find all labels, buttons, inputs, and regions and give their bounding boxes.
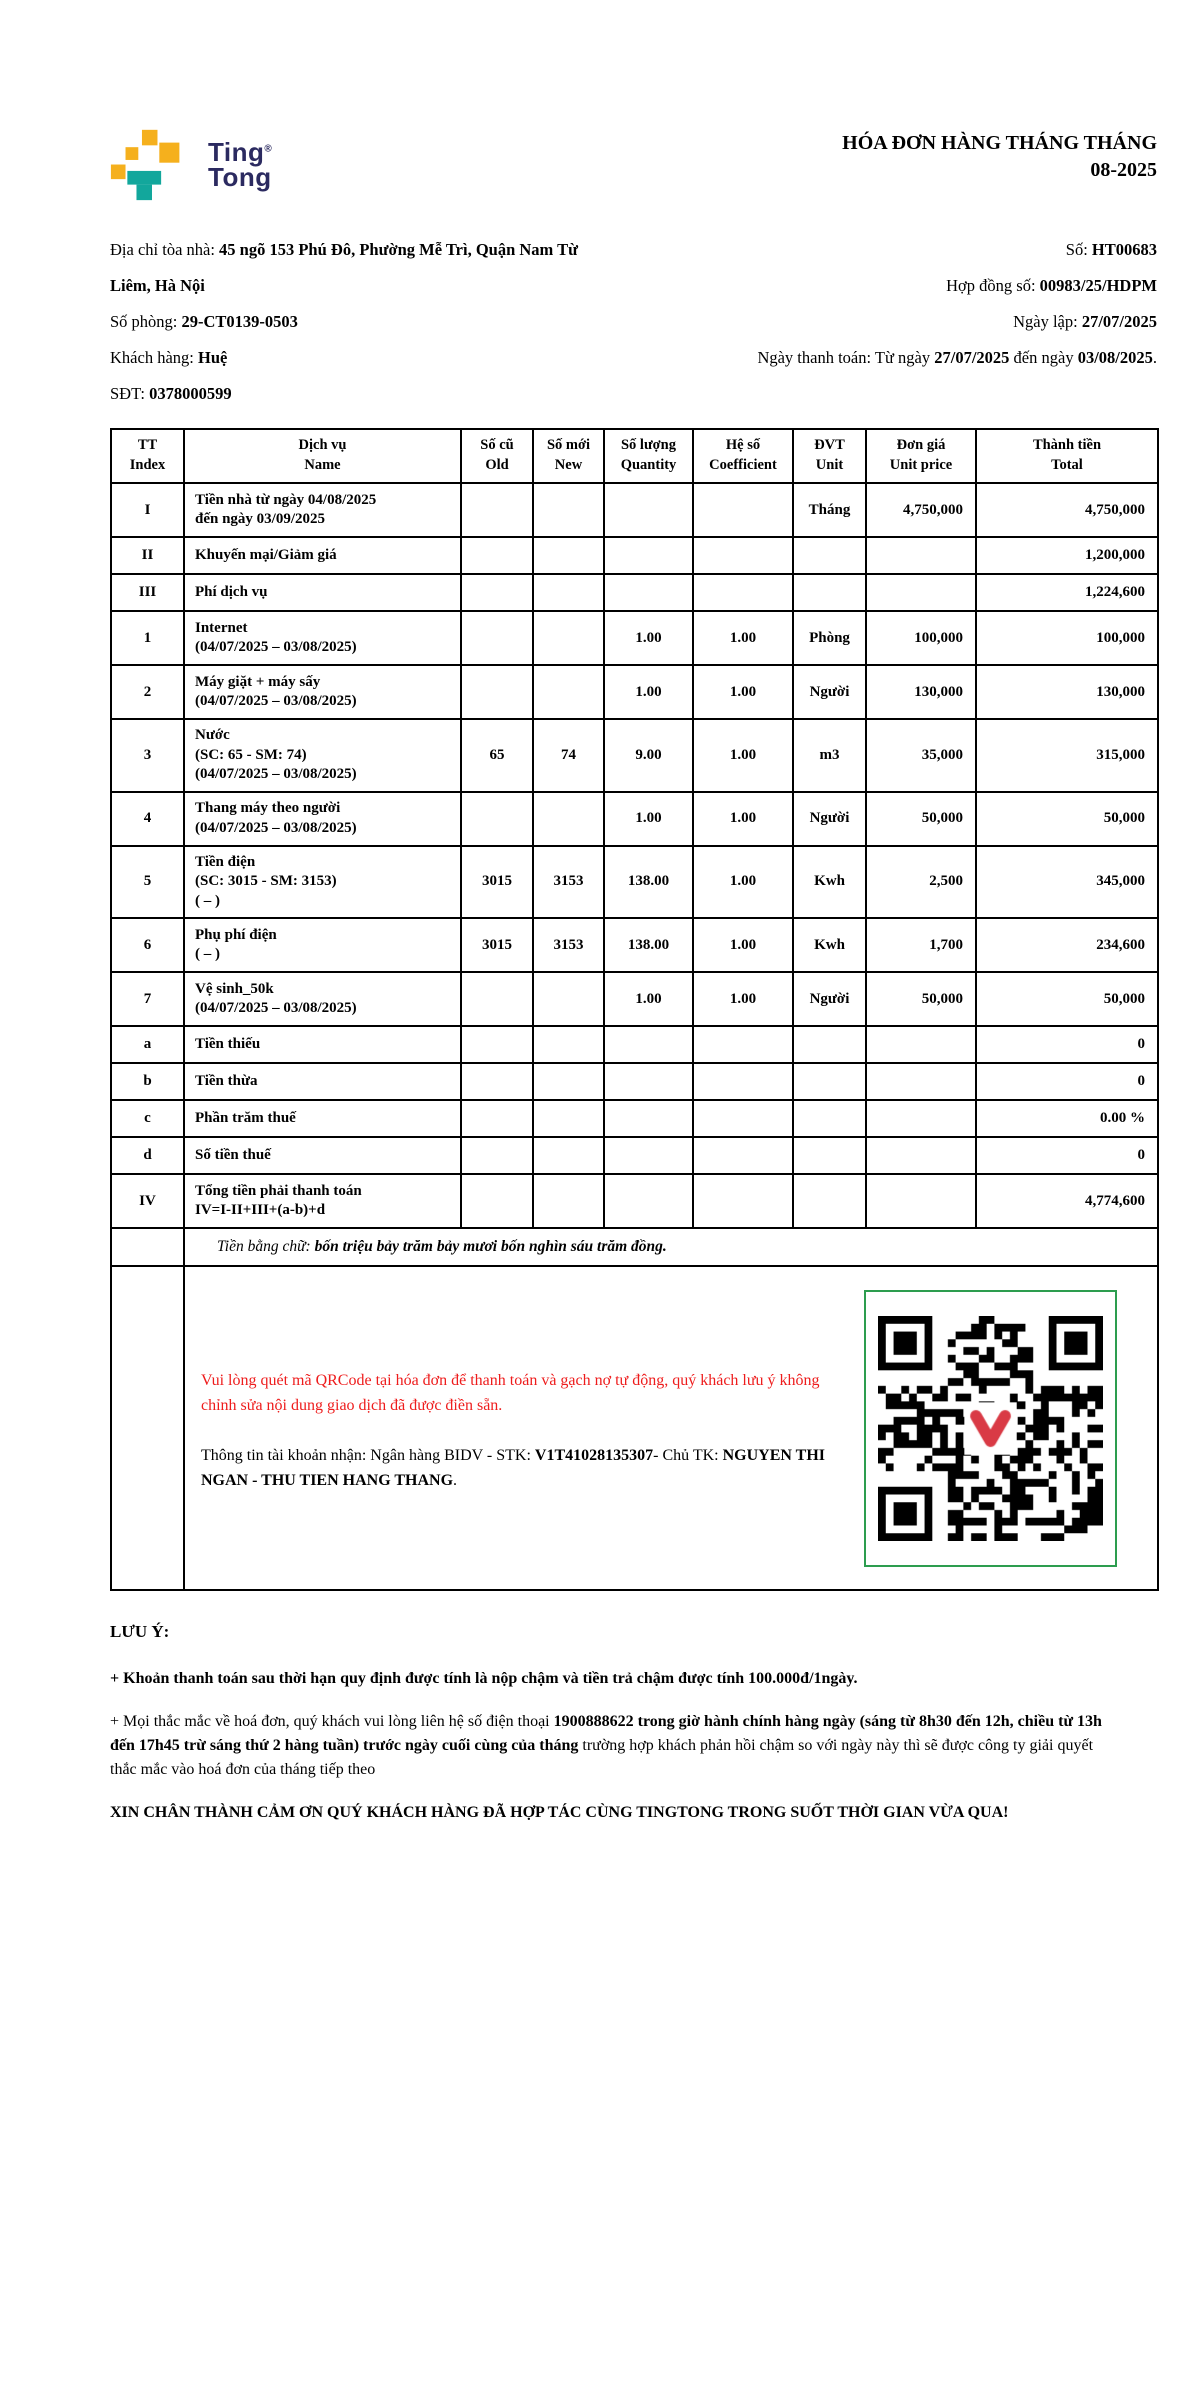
cell-old [461,483,533,537]
table-row [111,665,1158,719]
cell-new: 74 [533,719,604,792]
cell-total: 4,774,600 [976,1174,1158,1228]
cell-service-name: Số tiền thuế [184,1137,461,1174]
amount-in-words-label: Tiền bằng chữ: [217,1238,315,1255]
table-header-row [111,429,1158,483]
cell-unit: Kwh [793,918,866,972]
cell-service-name: Tiền thiếu [184,1026,461,1063]
cell-coefficient [693,537,793,574]
cell-unit-price: 130,000 [866,665,976,719]
qr-code-box [864,1290,1117,1567]
cell-service-name: Phần trăm thuế [184,1100,461,1137]
cell-service-name: Tổng tiền phải thanh toán IV=I-II+III+(a-b)+d [184,1174,461,1228]
cell-service-name: Phụ phí điện ( – ) [184,918,461,972]
table-row [111,918,1158,972]
amount-in-words-value: bốn triệu bảy trăm bảy mươi bốn nghìn sáu trăm đồng. [314,1238,667,1255]
cell-old [461,1100,533,1137]
cell-new [533,1100,604,1137]
cell-unit: Người [793,792,866,846]
cell-index: 2 [111,665,184,719]
table-row [111,1137,1158,1174]
cell-new [533,972,604,1026]
cell-coefficient: 1.00 [693,611,793,665]
cell-coefficient: 1.00 [693,665,793,719]
cell-unit [793,1137,866,1174]
cell-service-name: Tiền nhà từ ngày 04/08/2025 đến ngày 03/09/2025 [184,483,461,537]
tingtong-logo-icon [110,128,194,212]
cell-unit-price [866,537,976,574]
cell-unit-price: 1,700 [866,918,976,972]
cell-unit [793,1026,866,1063]
cell-total: 4,750,000 [976,483,1158,537]
cell-unit-price: 50,000 [866,972,976,1026]
cell-total: 1,200,000 [976,537,1158,574]
info-line: Ngày lập: 27/07/2025 [1013,312,1157,331]
cell-unit-price [866,574,976,611]
cell-unit [793,1174,866,1228]
table-row [111,1026,1158,1063]
cell-new [533,1063,604,1100]
amount-in-words-row [111,1228,1158,1266]
cell-total: 1,224,600 [976,574,1158,611]
cell-new: 3153 [533,846,604,919]
cell-quantity: 138.00 [604,846,693,919]
cell-quantity [604,483,693,537]
table-body [111,483,1158,1228]
cell-new [533,1026,604,1063]
cell-index: I [111,483,184,537]
cell-old [461,1026,533,1063]
column-header: Hệ số Coefficient [693,429,793,483]
cell-unit-price: 4,750,000 [866,483,976,537]
info-right [590,232,1157,412]
cell-new [533,1137,604,1174]
table-row [111,719,1158,792]
cell-total: 130,000 [976,665,1158,719]
cell-coefficient [693,1063,793,1100]
payment-instructions [201,1290,831,1494]
cell-unit [793,537,866,574]
empty-cell [111,1266,184,1590]
invoice-table [110,428,1159,1591]
cell-index: 6 [111,918,184,972]
header [110,128,1157,212]
cell-unit: Phòng [793,611,866,665]
empty-cell [111,1228,184,1266]
cell-old [461,1174,533,1228]
cell-quantity [604,574,693,611]
cell-coefficient: 1.00 [693,918,793,972]
cell-unit: Kwh [793,846,866,919]
cell-unit-price [866,1174,976,1228]
cell-old [461,611,533,665]
cell-unit [793,1100,866,1137]
table-row [111,1063,1158,1100]
qr-note-red: Vui lòng quét mã QRCode tại hóa đơn để thanh toán và gạch nợ tự động, quý khách lưu ý không chỉnh sửa nội dung giao dịch đã được điền sẵn. [201,1371,820,1415]
cell-total: 0 [976,1026,1158,1063]
cell-quantity: 1.00 [604,972,693,1026]
info-line: Khách hàng: Huệ [110,348,228,367]
cell-new [533,792,604,846]
cell-quantity [604,537,693,574]
cell-coefficient: 1.00 [693,846,793,919]
cell-coefficient: 1.00 [693,792,793,846]
cell-new: 3153 [533,918,604,972]
cell-coefficient [693,1100,793,1137]
table-row [111,792,1158,846]
cell-old: 3015 [461,846,533,919]
table-row [111,483,1158,537]
table-row [111,1100,1158,1137]
cell-quantity [604,1137,693,1174]
cell-quantity: 1.00 [604,611,693,665]
cell-coefficient: 1.00 [693,972,793,1026]
cell-total: 50,000 [976,972,1158,1026]
cell-unit: Người [793,665,866,719]
column-header: Số cũ Old [461,429,533,483]
column-header: Đơn giá Unit price [866,429,976,483]
cell-new [533,574,604,611]
cell-index: c [111,1100,184,1137]
cell-total: 234,600 [976,918,1158,972]
cell-old [461,1063,533,1100]
cell-quantity: 1.00 [604,665,693,719]
table-row [111,611,1158,665]
table-row [111,574,1158,611]
info-left [110,232,590,412]
info-line: Số: HT00683 [1065,240,1157,259]
cell-index: II [111,537,184,574]
invoice-title: HÓA ĐƠN HÀNG THÁNG THÁNG 08-2025 [842,132,1157,181]
cell-total: 0 [976,1137,1158,1174]
cell-index: a [111,1026,184,1063]
payment-cell [184,1266,1158,1590]
cell-new [533,483,604,537]
cell-unit [793,574,866,611]
cell-service-name: Nước (SC: 65 - SM: 74) (04/07/2025 – 03/08/2025) [184,719,461,792]
cell-new [533,1174,604,1228]
cell-total: 50,000 [976,792,1158,846]
cell-index: d [111,1137,184,1174]
cell-unit: Tháng [793,483,866,537]
cell-service-name: Thang máy theo người (04/07/2025 – 03/08/2025) [184,792,461,846]
cell-unit-price [866,1100,976,1137]
cell-old [461,972,533,1026]
cell-quantity [604,1174,693,1228]
cell-quantity [604,1063,693,1100]
cell-index: IV [111,1174,184,1228]
column-header: Số mới New [533,429,604,483]
cell-new [533,537,604,574]
table-row [111,846,1158,919]
column-header: Số lượng Quantity [604,429,693,483]
cell-unit-price: 35,000 [866,719,976,792]
cell-old: 65 [461,719,533,792]
cell-unit [793,1063,866,1100]
table-row [111,1174,1158,1228]
cell-new [533,665,604,719]
note-paragraph: + Mọi thắc mắc về hoá đơn, quý khách vui lòng liên hệ số điện thoại 1900888622 trong giờ hành chính hàng ngày (sáng từ 8h30 đến 12h, chiều từ 13h đến 17h45 trừ sáng thứ 2 hàng tuần) trước ngày cuối cùng của tháng trường hợp khách phản hồi chậm so với ngày này thì sẽ được công ty giải quyết thắc mắc vào hoá đơn của tháng tiếp theo [110,1712,1102,1778]
cell-old [461,574,533,611]
invoice-page [0,128,1200,1825]
account-info: Thông tin tài khoản nhận: Ngân hàng BIDV - STK: V1T41028135307- Chủ TK: NGUYEN THI NGAN - THU TIEN HANG THANG. [201,1446,825,1490]
cell-coefficient [693,1137,793,1174]
cell-old [461,537,533,574]
cell-index: 7 [111,972,184,1026]
info-section [110,232,1157,412]
cell-quantity: 1.00 [604,792,693,846]
cell-unit-price: 50,000 [866,792,976,846]
qr-row [111,1266,1158,1590]
notes-section [110,1619,1157,1825]
cell-coefficient [693,1026,793,1063]
cell-quantity [604,1100,693,1137]
cell-service-name: Phí dịch vụ [184,574,461,611]
cell-quantity [604,1026,693,1063]
info-line: Số phòng: 29-CT0139-0503 [110,312,298,331]
cell-unit: m3 [793,719,866,792]
cell-index: 5 [111,846,184,919]
cell-index: 3 [111,719,184,792]
column-header: ĐVT Unit [793,429,866,483]
cell-old: 3015 [461,918,533,972]
cell-index: b [111,1063,184,1100]
note-paragraph: + Khoản thanh toán sau thời hạn quy định được tính là nộp chậm và tiền trả chậm được tính 100.000đ/1ngày. [110,1669,858,1687]
cell-total: 100,000 [976,611,1158,665]
cell-new [533,611,604,665]
info-line: Địa chỉ tòa nhà: 45 ngõ 153 Phú Đô, Phường Mễ Trì, Quận Nam Từ Liêm, Hà Nội [110,240,579,295]
cell-service-name: Máy giặt + máy sấy (04/07/2025 – 03/08/2025) [184,665,461,719]
column-header: TT Index [111,429,184,483]
cell-coefficient [693,483,793,537]
column-header: Dịch vụ Name [184,429,461,483]
cell-unit: Người [793,972,866,1026]
info-line: SĐT: 0378000599 [110,384,232,403]
qr-code [878,1316,1103,1541]
note-paragraph: XIN CHÂN THÀNH CẢM ƠN QUÝ KHÁCH HÀNG ĐÃ HỢP TÁC CÙNG TINGTONG TRONG SUỐT THỜI GIAN VỪA QUA! [110,1803,1009,1821]
cell-service-name: Vệ sinh_50k (04/07/2025 – 03/08/2025) [184,972,461,1026]
cell-total: 0.00 % [976,1100,1158,1137]
cell-unit-price: 100,000 [866,611,976,665]
cell-unit-price: 2,500 [866,846,976,919]
cell-index: 4 [111,792,184,846]
table-row [111,537,1158,574]
cell-service-name: Internet (04/07/2025 – 03/08/2025) [184,611,461,665]
cell-index: 1 [111,611,184,665]
cell-index: III [111,574,184,611]
cell-unit-price [866,1026,976,1063]
cell-coefficient [693,574,793,611]
cell-total: 0 [976,1063,1158,1100]
cell-unit-price [866,1137,976,1174]
amount-in-words [184,1228,1158,1266]
info-line: Hợp đồng số: 00983/25/HDPM [946,276,1157,295]
notes-paragraphs [110,1667,1157,1825]
cell-old [461,792,533,846]
cell-service-name: Tiền điện (SC: 3015 - SM: 3153) ( – ) [184,846,461,919]
table-row [111,972,1158,1026]
column-header: Thành tiền Total [976,429,1158,483]
notes-title: LƯU Ý: [110,1622,170,1641]
tingtong-logo [110,128,272,212]
cell-old [461,1137,533,1174]
cell-total: 315,000 [976,719,1158,792]
cell-coefficient [693,1174,793,1228]
cell-coefficient: 1.00 [693,719,793,792]
cell-old [461,665,533,719]
cell-service-name: Tiền thừa [184,1063,461,1100]
tingtong-wordmark: Ting® Tong [208,137,273,192]
cell-quantity: 9.00 [604,719,693,792]
cell-unit-price [866,1063,976,1100]
cell-quantity: 138.00 [604,918,693,972]
cell-service-name: Khuyến mại/Giảm giá [184,537,461,574]
cell-total: 345,000 [976,846,1158,919]
info-line: Ngày thanh toán: Từ ngày 27/07/2025 đến ngày 03/08/2025. [757,348,1157,367]
